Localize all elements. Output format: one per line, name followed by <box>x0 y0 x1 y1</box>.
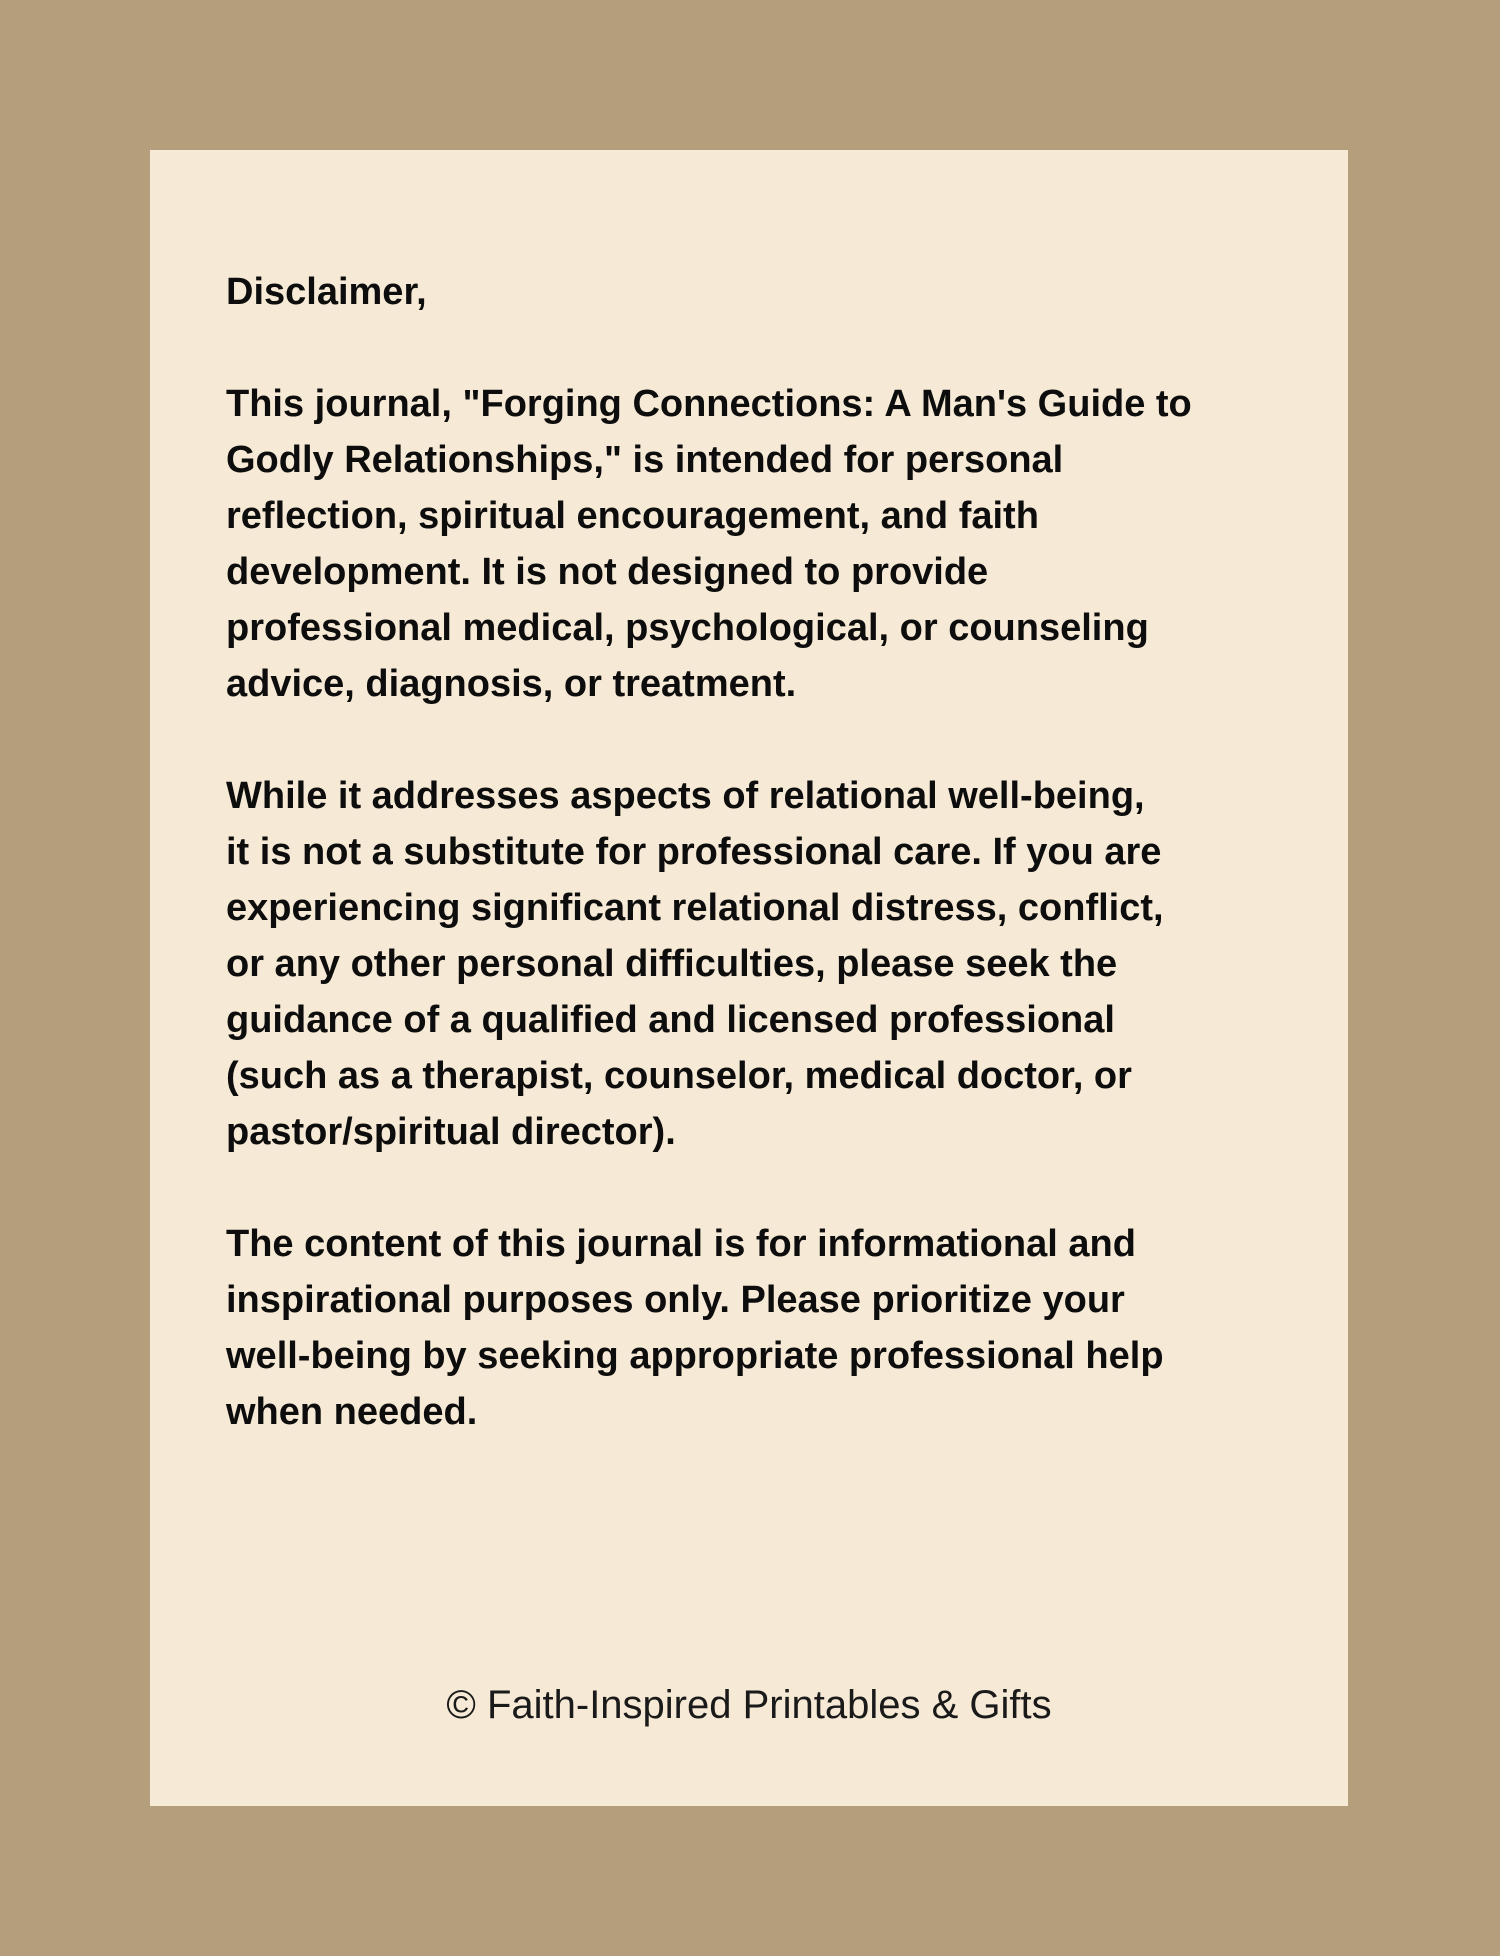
disclaimer-heading: Disclaimer, <box>226 271 427 313</box>
disclaimer-page <box>150 150 1348 1806</box>
disclaimer-content <box>226 264 1306 1496</box>
copyright-footer: © Faith-Inspired Printables & Gifts <box>446 1683 1052 1727</box>
disclaimer-paragraph-informational: The content of this journal is for informational and inspirational purposes only. Please prioritize your well-being by seeking appropriate professional help when needed. <box>226 1223 1164 1433</box>
disclaimer-paragraph-professional-care: While it addresses aspects of relational well-being, it is not a substitute for professional care. If you are experiencing significant relational distress, conflict, or any other personal difficulties, please seek the guidance of a qualified and licensed professional (such as a therapist, counselor, medical doctor, or pastor/spiritual director). <box>226 775 1164 1153</box>
disclaimer-paragraph-purpose: This journal, "Forging Connections: A Man's Guide to Godly Relationships," is intended for personal reflection, spiritual encouragement, and faith development. It is not designed to provide professional medical, psychological, or counseling advice, diagnosis, or treatment. <box>226 383 1192 705</box>
